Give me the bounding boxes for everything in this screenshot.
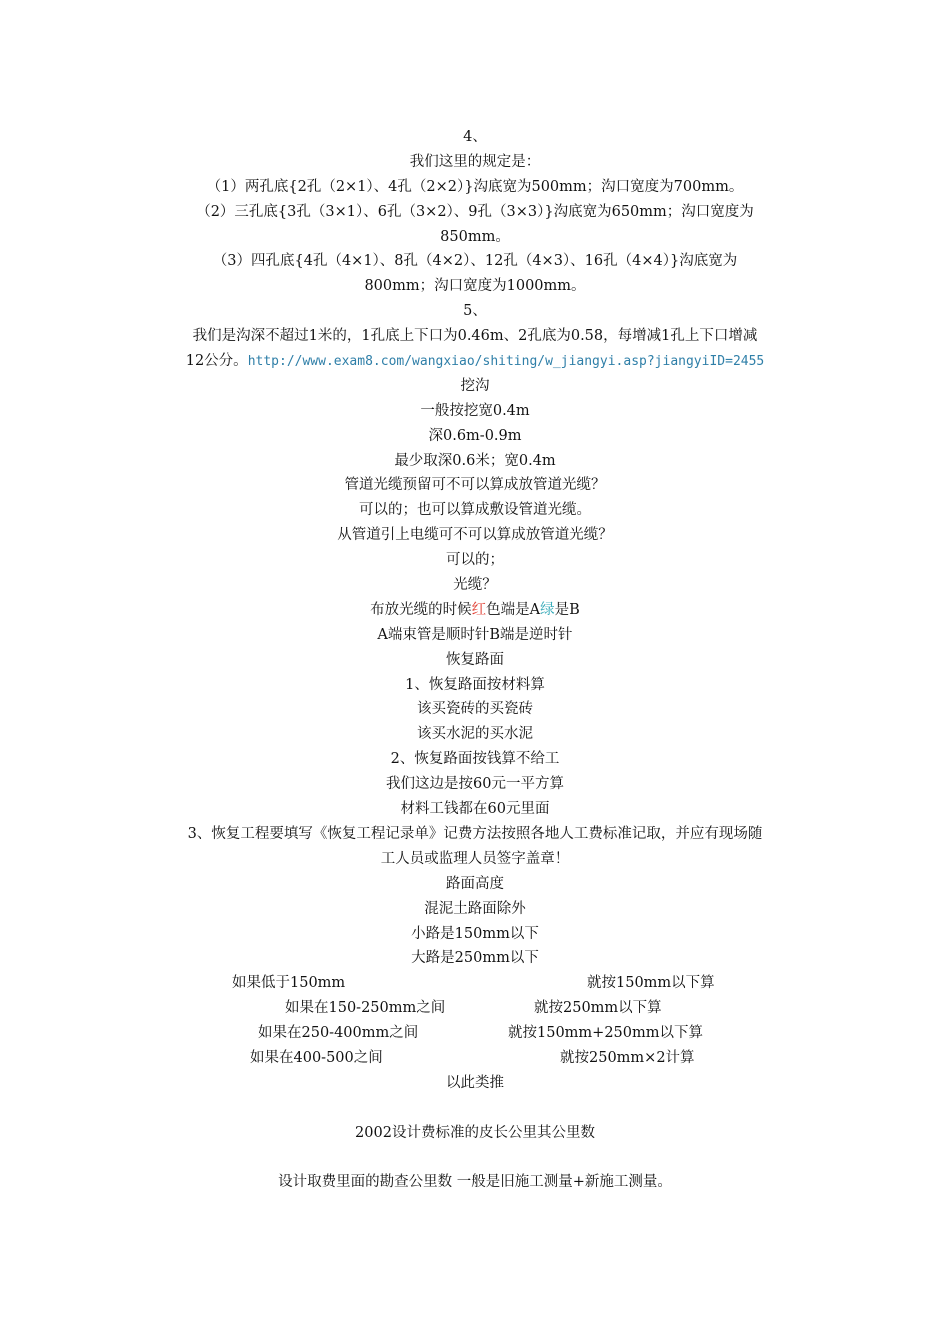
small-road-height: 小路是150mm以下 [411, 925, 539, 942]
document-body [140, 125, 810, 1195]
section-number-5: 5、 [463, 303, 487, 320]
heading-cable: 光缆？ [453, 577, 497, 594]
question-1: 管道光缆预留可不可以算成放管道光缆？ [344, 477, 606, 494]
cable-color-text-2: 色端是A [486, 601, 541, 618]
restore-price: 我们这边是按60元一平方算 [386, 776, 564, 793]
design-fee-note: 设计取费里面的勘查公里数 一般是旧施工测量+新施工测量。 [278, 1174, 672, 1191]
height-condition: 如果在150-250mm之间 [285, 1000, 446, 1017]
rule-item-3-cont: 800mm；沟口宽度为1000mm。 [364, 278, 586, 295]
restore-item-1: 1、恢复路面按材料算 [405, 676, 545, 693]
section-number-4: 4、 [463, 129, 487, 145]
rule-item-2-cont: 850mm。 [440, 228, 510, 245]
answer-2: 可以的； [446, 552, 504, 569]
design-fee-title: 2002设计费标准的皮长公里其公里数 [355, 1124, 595, 1141]
source-link[interactable]: http://www.exam8.com/wangxiao/shiting/w_jiangyi.asp?jiangyiID=2455 [247, 354, 765, 370]
restore-price-note: 材料工钱都在60元里面 [400, 801, 550, 818]
green-word: 绿 [540, 601, 555, 618]
height-result: 就按250mm×2计算 [560, 1049, 695, 1066]
restore-item-3: 3、恢复工程要填写《恢复工程记录单》记费方法按照各地人工费标准记取，并应有现场随 [187, 825, 763, 842]
depth-rule: 我们是沟深不超过1米的，1孔底上下口为0.46m、2孔底为0.58，每增减1孔上下口增减 [192, 328, 758, 345]
trench-minimum: 最少取深0.6米；宽0.4m [394, 452, 556, 469]
height-rule-row [140, 1046, 810, 1071]
cable-color-text-1: 布放光缆的时候 [370, 601, 472, 618]
height-rule-row [140, 996, 810, 1021]
cable-color-text-3: 是B [554, 601, 580, 618]
rule-intro: 我们这里的规定是： [409, 153, 541, 170]
spacer [140, 1146, 810, 1171]
height-result: 就按150mm以下算 [587, 975, 715, 992]
question-2: 从管道引上电缆可不可以算成放管道光缆？ [337, 527, 613, 544]
height-condition: 如果在400-500之间 [250, 1049, 383, 1066]
trench-depth: 深0.6m-0.9m [428, 427, 522, 444]
cable-color-rule [140, 598, 810, 623]
restore-item-2: 2、恢复路面按钱算不给工 [390, 751, 560, 768]
height-result: 就按250mm以下算 [534, 1000, 662, 1017]
restore-cement: 该买水泥的买水泥 [417, 726, 533, 743]
depth-rule-cont [140, 349, 810, 374]
restore-item-3-cont: 工人员或监理人员签字盖章！ [380, 850, 570, 867]
heading-road-height: 路面高度 [446, 875, 504, 892]
trench-width: 一般按挖宽0.4m [420, 402, 530, 419]
main-road-height: 大路是250mm以下 [411, 950, 539, 967]
height-rule-row [140, 1021, 810, 1046]
and-so-on: 以此类推 [446, 1074, 504, 1091]
rule-item-3: （3）四孔底{4孔（4×1）、8孔（4×2）、12孔（4×3）、16孔（4×4）}沟底宽为 [212, 253, 738, 270]
heading-road-restore: 恢复路面 [446, 651, 504, 668]
height-rule-row [140, 971, 810, 996]
red-word: 红 [471, 601, 487, 618]
restore-tiles: 该买瓷砖的买瓷砖 [417, 701, 533, 718]
height-result: 就按150mm+250mm以下算 [508, 1025, 703, 1042]
rule-item-1: （1）两孔底{2孔（2×1）、4孔（2×2）}沟底宽为500mm；沟口宽度为700mm。 [206, 178, 744, 195]
heading-trench: 挖沟 [460, 377, 490, 394]
rule-item-2: （2）三孔底{3孔（3×1）、6孔（3×2）、9孔（3×3）}沟底宽为650mm；沟口宽度为 [196, 203, 754, 220]
spacer [140, 1096, 810, 1121]
height-condition: 如果在250-400mm之间 [258, 1025, 419, 1042]
cable-direction-rule: A端束管是顺时针B端是逆时针 [377, 626, 573, 643]
height-condition: 如果低于150mm [232, 975, 346, 992]
road-exception: 混泥土路面除外 [424, 900, 526, 917]
depth-rule-cont-text: 12公分。 [185, 353, 248, 370]
answer-1: 可以的；也可以算成敷设管道光缆。 [359, 502, 591, 519]
